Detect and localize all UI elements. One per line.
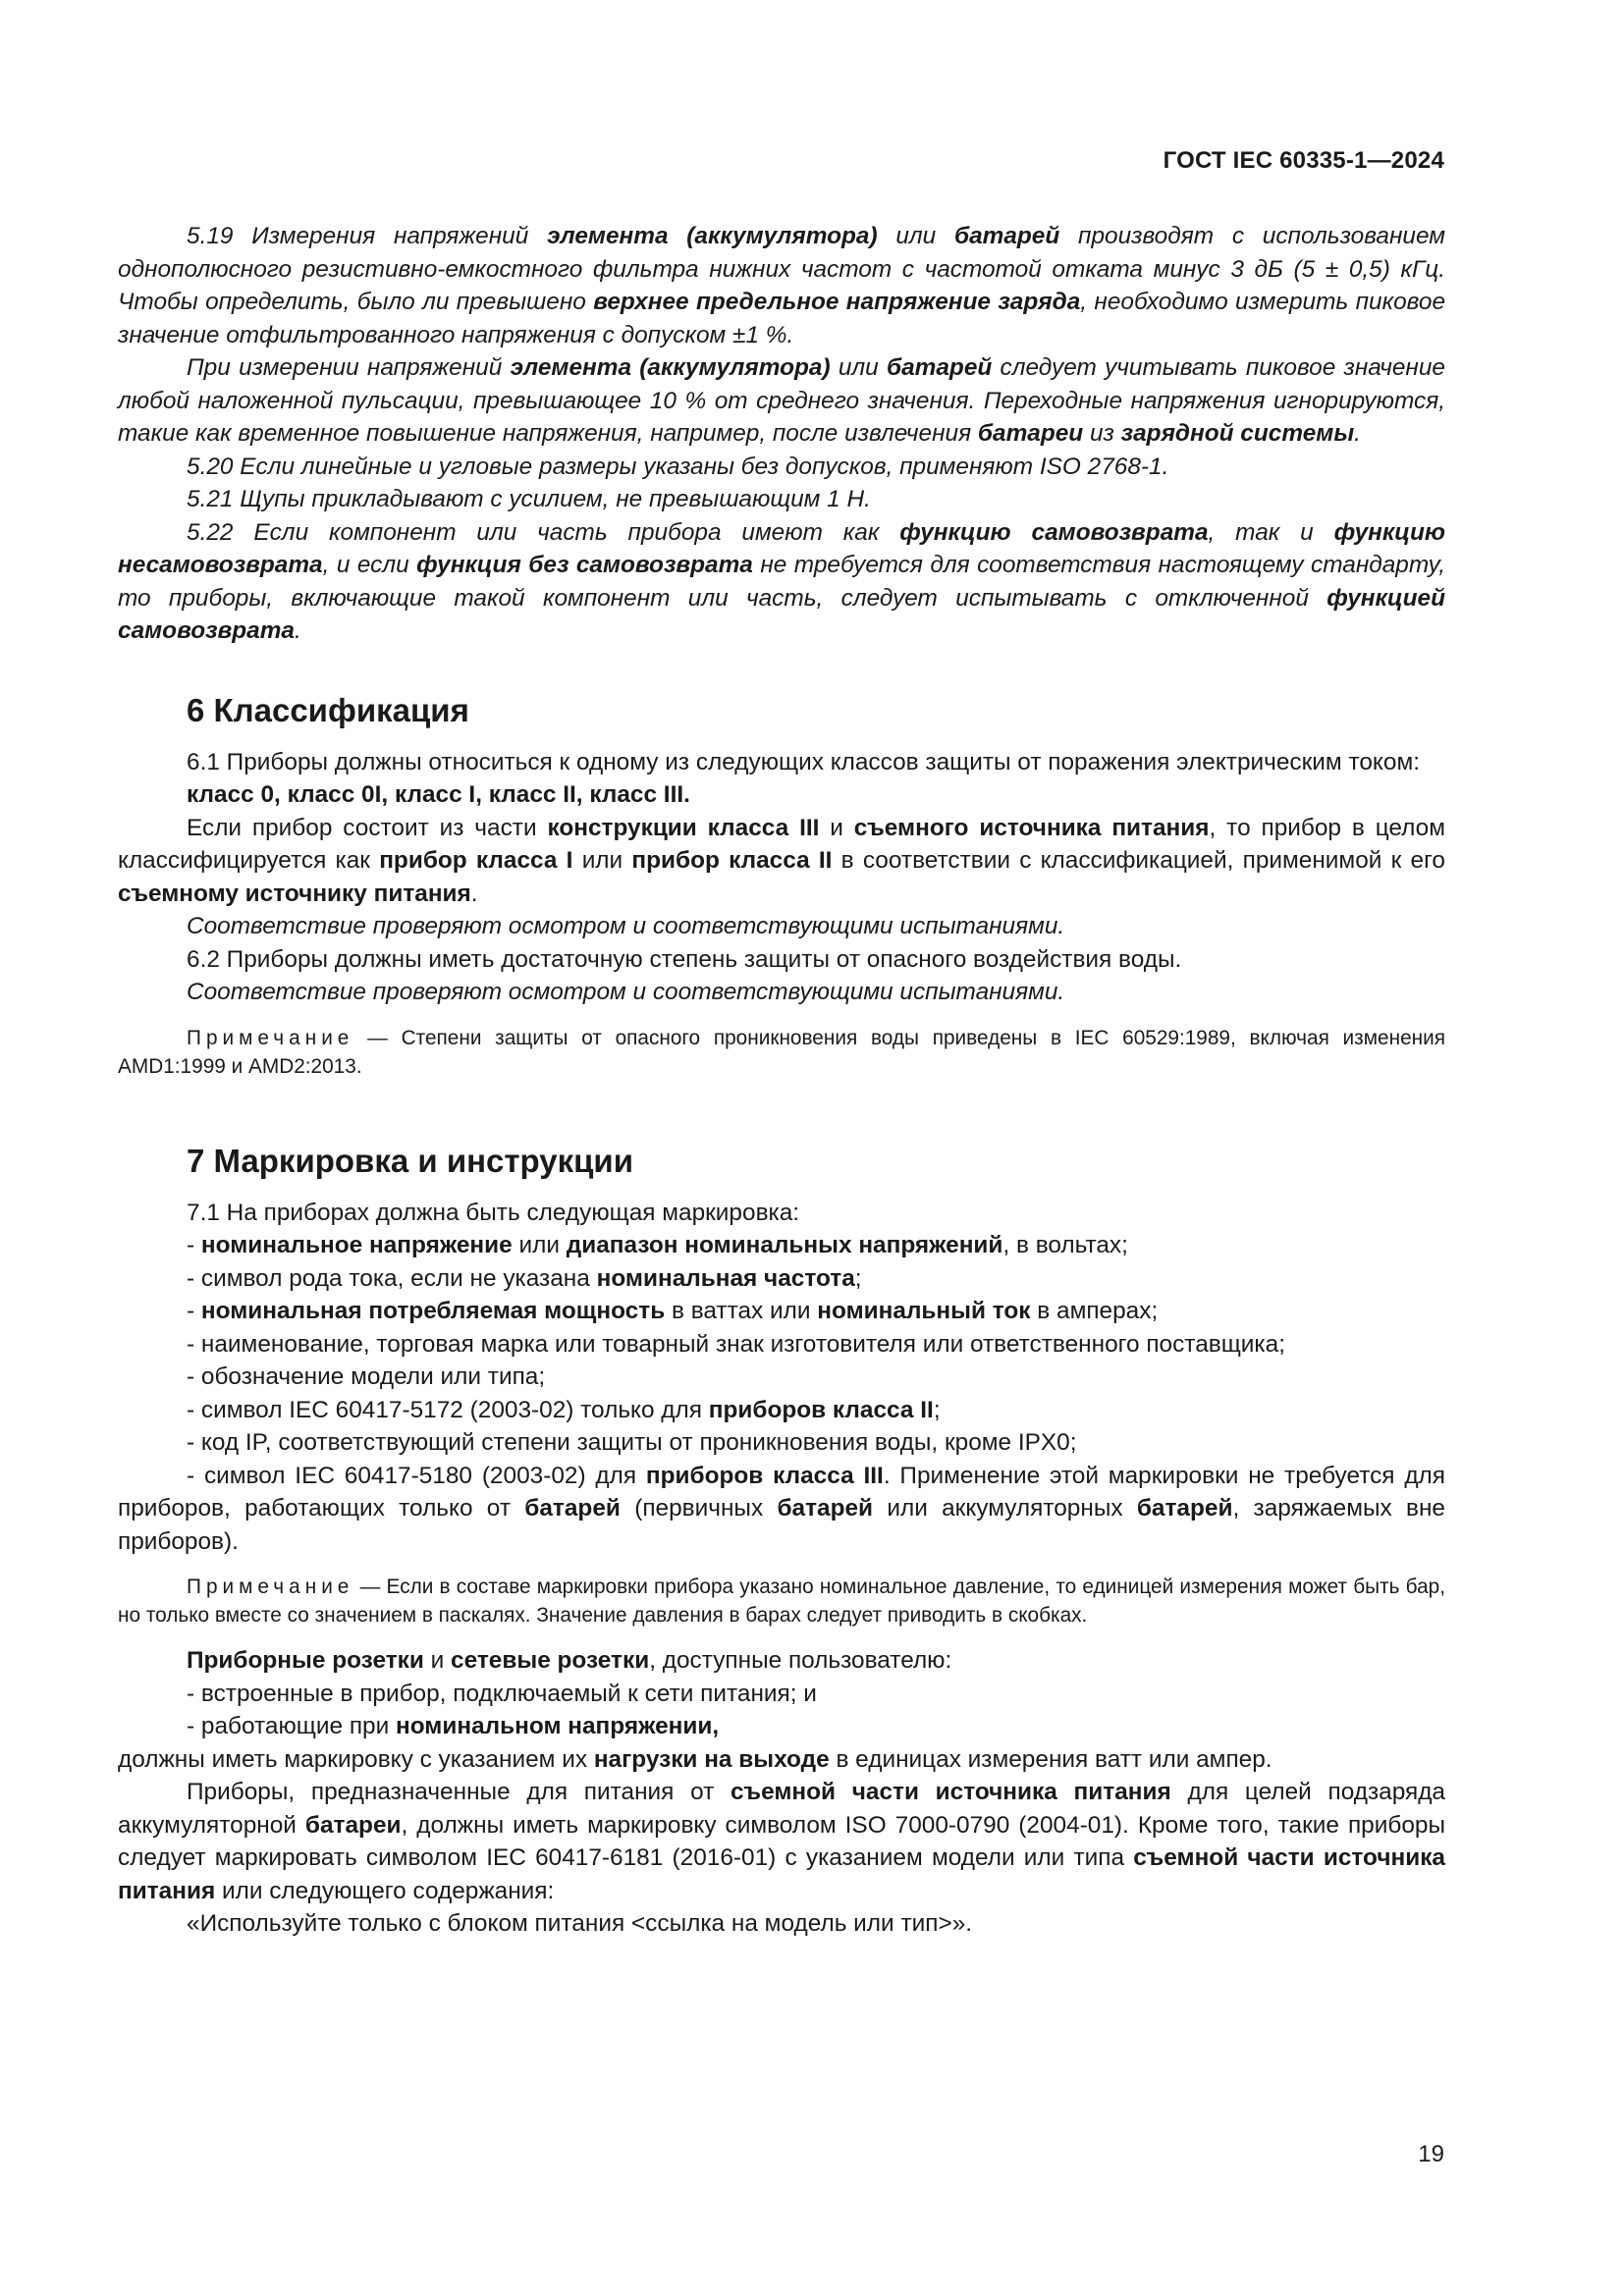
para-6-1: 6.1 Приборы должны относиться к одному из следующих классов защиты от поражения электрическим током: [187,748,1420,775]
power-para [118,1776,1445,1907]
compliance-check-2: Соответствие проверяют осмотром и соответствующими испытаниями. [187,979,1065,1005]
text-run: - символ IEC 60417-5172 (2003-02) только для [187,1396,709,1423]
text-run: , должны иметь маркировку символом ISO 7000-0790 (2004-01). Кроме того, такие приборы следует маркировать символом IEC 60417-6181 (2016-01) с указанием модели или типа [118,1811,1445,1871]
term-bold: элемента (аккумулятора) [510,354,831,381]
note-7 [118,1573,1445,1629]
marking-item [118,1328,1445,1362]
para-5-19-b [118,351,1445,451]
text-run: 5.19 Измерения напряжений [187,223,548,249]
document-body [118,220,1445,1941]
text-run: . [1354,420,1361,447]
term-bold: батареи [977,420,1084,447]
text-run: Если прибор состоит из части [187,814,548,841]
term-bold: нагрузки на выходе [593,1745,830,1773]
text-run: . [295,617,301,644]
term-bold: Приборные розетки [187,1647,424,1674]
text-run: , доступные пользователю: [649,1647,952,1674]
section-6-heading: 6 Классификация [187,691,469,728]
term-bold: диапазон номинальных напряжений [566,1232,1003,1258]
note-label: Примечание [187,1575,354,1598]
term-bold: батарей [524,1495,621,1522]
sockets-end [118,1743,1445,1777]
document-header: ГОСТ IEC 60335-1—2024 [1163,147,1444,174]
text-run: должны иметь маркировку с указанием их [118,1745,594,1773]
text-run: , то прибор в целом классифицируется как [118,814,1445,874]
text-run: или [512,1232,567,1258]
note-6 [118,1024,1445,1081]
text-run: в ваттах или [665,1298,818,1324]
text-run: - [187,1232,201,1258]
text-run: , необходимо измерить пиковое значение отфильтрованного напряжения с допуском ±1 %. [118,289,1446,348]
note-label: Примечание [187,1026,354,1049]
para-5-21: 5.21 Щупы прикладывают с усилием, не превышающим 1 Н. [187,486,871,512]
text-run: (первичных [620,1495,778,1522]
text-run: не требуется для соответствия настоящему стандарту, то приборы, включающие такой компонент или часть, следует испытывать с отключенной [118,552,1445,612]
text-run: или [830,354,887,381]
para-5-22 [118,516,1445,648]
text-run: из [1083,420,1121,447]
marking-item [118,1262,1445,1296]
text-run: . Применение этой маркировки не требуется для приборов, работающих только от [118,1462,1445,1522]
term-bold: съемной части источника питания [118,1844,1445,1904]
compliance-check-1: Соответствие проверяют осмотром и соответствующими испытаниями. [187,913,1065,939]
marking-item [118,1229,1445,1262]
quote-line: «Используйте только с блоком питания <ссылка на модель или тип>». [187,1910,973,1937]
text-run: и [819,814,854,841]
term-bold: номинальный ток [817,1298,1031,1324]
term-bold: сетевые розетки [451,1647,650,1674]
text-run: - встроенные в прибор, подключаемый к сети питания; и [187,1680,817,1707]
term-bold: функцию самовозврата [899,518,1209,546]
text-run: или аккумуляторных [873,1495,1137,1522]
note-text: — Степени защиты от опасного проникновения воды приведены в IEC 60529:1989, включая изменения AMD1:1999 и AMD2:2013. [118,1026,1445,1078]
classes-list [118,778,1445,812]
text-run: - обозначение модели или типа; [187,1363,546,1390]
text-run: , заряжаемых вне приборов). [118,1495,1446,1555]
para-5-19 [118,220,1445,351]
page-number: 19 [1418,2141,1444,2167]
note-text: — Если в составе маркировки прибора указано номинальное давление, то единицей измерения может быть бар, но только вместе со значением в паскалях. Значение давления в барах следует приводить в скобках. [118,1575,1445,1627]
marking-item [118,1394,1445,1427]
term-bold: батарей [777,1495,874,1522]
term-bold: прибор класса II [631,847,833,874]
text-run: - работающие при [187,1713,396,1739]
term-bold: номинальная частота [596,1264,855,1292]
text-run: производят с использованием однополюсного резистивно-емкостного фильтра нижних частот с частотой отката минус 3 дБ (5 ± 0,5) кГц. Чтобы определить, было ли превышено [118,223,1445,315]
marking-item [118,1295,1445,1328]
term-bold: батарей [953,223,1060,249]
term-bold: номинальная потребляемая мощность [200,1298,666,1324]
term-bold: съемного источника питания [853,814,1210,841]
marking-item [118,1361,1445,1394]
text-run: 5.22 Если компонент или часть прибора имеют как [187,518,900,546]
text-run: в единицах измерения ватт или ампер. [829,1745,1272,1773]
text-run: или [877,223,954,249]
term-bold: батареи [304,1811,402,1839]
term-bold: съемному источнику питания [118,880,471,907]
term-bold: зарядной системы [1120,420,1355,447]
text-run: - символ IEC 60417-5180 (2003-02) для [187,1462,646,1489]
term-bold: функцией самовозврата [118,584,1445,644]
term-bold: верхнее предельное напряжение заряда [593,289,1081,315]
term-bold: функцию несамовозврата [118,518,1445,578]
term-bold: конструкции класса III [547,814,820,841]
para-7-1: 7.1 На приборах должна быть следующая маркировка: [187,1199,800,1226]
sockets-para [118,1644,1445,1678]
marking-item [118,1460,1445,1559]
term-bold: элемента (аккумулятора) [547,223,878,249]
text-run: - [187,1298,201,1324]
para-6-1-b [118,812,1445,911]
marking-item [118,1426,1445,1460]
text-run: и [423,1647,452,1674]
text-run: ; [854,1264,862,1292]
text-run: или следующего содержания: [215,1877,555,1904]
para-5-20: 5.20 Если линейные и угловые размеры указаны без допусков, применяют ISO 2768-1. [187,453,1169,480]
term-bold: номинальном напряжении, [396,1713,720,1739]
text-run: , так и [1208,518,1334,546]
term-bold: батарей [887,354,993,381]
text-run: в соответствии с классификацией, применимой к его [832,847,1445,874]
socket-item [118,1678,1445,1711]
text-run: следует учитывать пиковое значение любой наложенной пульсации, превышающее 10 % от среднего значения. Переходные напряжения игнорируются, такие как временное повышение напряжения, например, после извлечения [118,354,1445,447]
term-bold: прибор класса I [379,847,573,874]
text-run: Приборы, предназначенные для питания от [187,1779,731,1805]
para-6-2: 6.2 Приборы должны иметь достаточную степень защиты от опасного воздействия воды. [187,945,1182,973]
text-run: или [572,847,632,874]
text-run: для целей подзаряда аккумуляторной [118,1779,1446,1839]
text-run: в амперах; [1030,1298,1159,1324]
text-run: , в вольтах; [1002,1232,1128,1258]
section-7-heading: 7 Маркировка и инструкции [187,1142,634,1179]
term-bold: съемной части источника питания [731,1779,1171,1805]
term-bold: номинальное напряжение [200,1232,513,1258]
classes-text: класс 0, класс 0I, класс I, класс II, класс III. [187,781,690,808]
text-run: ; [933,1396,941,1423]
text-run: - символ рода тока, если не указана [187,1264,597,1292]
text-run: - наименование, торговая марка или товарный знак изготовителя или ответственного поставщика; [187,1330,1285,1358]
term-bold: приборов класса II [708,1396,934,1423]
text-run: - код IP, соответствующий степени защиты от проникновения воды, кроме IPX0; [187,1429,1077,1456]
term-bold: батарей [1136,1495,1233,1522]
term-bold: приборов класса III [645,1462,884,1489]
text-run: , и если [322,552,417,578]
text-run: . [470,880,478,907]
term-bold: функция без самовозврата [416,552,753,578]
socket-item [118,1710,1445,1743]
text-run: При измерении напряжений [187,354,511,381]
